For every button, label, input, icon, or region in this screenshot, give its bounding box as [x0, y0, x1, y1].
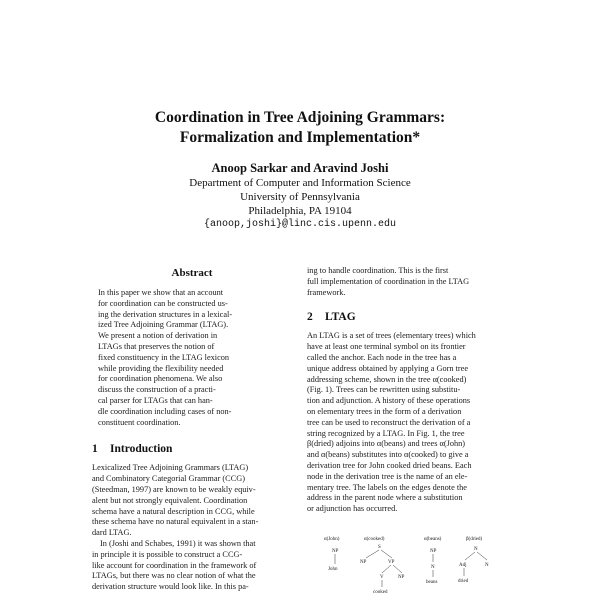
tree-edge	[477, 552, 487, 560]
continuation-line: full implementation of coordination in the LTAG	[307, 276, 470, 286]
intro-line: alent but not strongly equivalent. Coordination	[92, 495, 248, 505]
node-v: V	[380, 575, 384, 580]
ltag-line: called the anchor. Each node in the tree has a	[307, 352, 457, 362]
tree-edge	[393, 565, 402, 573]
intro-line: In (Joshi and Schabes, 1991) it was shown that	[100, 538, 256, 548]
ltag-line: An LTAG is a set of trees (elementary trees) which	[307, 331, 476, 341]
intro-line: like account for coordination in the framework of	[92, 560, 257, 570]
ltag-line: node in the derivation tree is the name of an ele-	[307, 471, 468, 481]
ltag-line: derivation tree for John cooked dried beans. Each	[307, 460, 472, 470]
node-n: N	[474, 547, 478, 552]
intro-line: schema have a natural description in CCG, while	[92, 506, 255, 516]
ltag-line: tree can be used to reconstruct the derivation of a	[307, 417, 471, 427]
author-university: University of Pennsylvania	[240, 191, 360, 203]
abstract-line: In this paper we show that an account	[98, 288, 224, 297]
abstract-line: dle coordination including cases of non-	[98, 406, 232, 416]
tree-diagram	[320, 532, 510, 598]
right-column	[307, 266, 514, 515]
ltag-line: address in the parent node where a substitution	[307, 493, 463, 503]
node-n-foot: N	[485, 563, 489, 568]
author-department: Department of Computer and Information Science	[189, 177, 411, 189]
paper-title	[90, 108, 510, 148]
author-names: Anoop Sarkar and Aravind Joshi	[211, 161, 389, 175]
ltag-line: addressing scheme, shown in the tree α(cooked)	[307, 374, 467, 384]
title-line-1: Coordination in Tree Adjoining Grammars:	[154, 109, 446, 126]
tree-edge	[382, 565, 391, 573]
abstract-line: for coordination can be constructed us-	[98, 298, 228, 308]
ltag-line: string recognized by a LTAG. In Fig. 1, the tree	[307, 428, 465, 438]
introduction-heading	[92, 442, 292, 457]
ltag-line: β(dried) adjoins into α(beans) and trees α(John)	[307, 439, 466, 449]
intro-line: these schema have no natural equivalent in a stan-	[92, 517, 259, 527]
ltag-line: and α(beans) substitutes into α(cooked) to give a	[307, 450, 469, 460]
tree-label-dried: β(dried)	[466, 537, 483, 542]
tree-edge	[381, 550, 392, 558]
ltag-line: or adjunction has occurred.	[307, 504, 398, 514]
intro-line: LTAGs, but there was no clear notion of what the	[92, 571, 256, 581]
abstract-line: fixed constituency in the LTAG lexicon	[98, 352, 230, 362]
ltag-line: have at least one terminal symbol on its frontier	[307, 342, 466, 352]
abstract-line: discuss the construction of a practi-	[98, 385, 216, 395]
section-title: Introduction	[110, 443, 173, 456]
ltag-line: tion and adjunction. A history of these operations	[307, 396, 471, 406]
leaf-john: John	[328, 567, 338, 572]
abstract-line: LTAGs that preserves the notion of	[98, 341, 215, 351]
introduction-body	[92, 463, 292, 593]
tree-label-beans: α(beans)	[424, 537, 442, 542]
author-email: {anoop,joshi}@linc.cis.upenn.edu	[203, 219, 397, 230]
section-number: 2	[307, 311, 313, 324]
node-np: NP	[430, 549, 437, 554]
intro-line: dard LTAG.	[92, 528, 132, 538]
tree-label-john: α(John)	[324, 537, 340, 542]
node-adj: Adj	[459, 563, 467, 568]
ltag-body	[307, 331, 514, 515]
intro-line: (Steedman, 1997) are known to be weakly equiv-	[92, 484, 256, 494]
abstract-line: ing the derivation structures in a lexical-	[98, 309, 233, 319]
abstract-line: while providing the flexibility needed	[98, 363, 224, 373]
section-title: LTAG	[325, 311, 356, 324]
node-np: NP	[332, 549, 339, 554]
tree-edge	[465, 552, 475, 560]
abstract-line: for coordination phenomena. We also	[98, 374, 223, 384]
author-city: Philadelphia, PA 19104	[248, 205, 352, 217]
intro-line: derivation structure would look like. In this pa-	[92, 582, 249, 592]
node-vp: VP	[388, 560, 395, 565]
node-np: NP	[360, 560, 367, 565]
abstract-heading: Abstract	[171, 267, 213, 279]
intro-line: Lexicalized Tree Adjoining Grammars (LTAG)	[92, 463, 249, 473]
author-block	[90, 160, 510, 232]
ltag-line: mentary tree. The labels on the edges denote the	[307, 482, 467, 492]
ltag-line: (Fig. 1). Trees can be rewritten using substitu-	[307, 385, 461, 395]
section-number: 1	[92, 443, 98, 456]
ltag-line: unique address obtained by applying a Gorn tree	[307, 363, 469, 373]
abstract-line: ized Tree Adjoining Grammar (LTAG).	[98, 320, 229, 330]
tree-edge	[366, 550, 379, 558]
continuation-line: framework.	[307, 287, 346, 297]
intro-line: and Combinatory Categorial Grammar (CCG)	[92, 474, 245, 484]
continuation-body	[307, 266, 514, 298]
leaf-dried: dried	[458, 579, 469, 584]
leaf-cooked: cooked	[373, 590, 388, 595]
ltag-heading	[307, 310, 514, 325]
ltag-line: on elementary trees in the form of a derivation	[307, 406, 462, 416]
abstract-line: cal parser for LTAGs that can han-	[98, 395, 213, 405]
left-column	[92, 266, 292, 593]
intro-line: in principle it is possible to construct a CCG-	[92, 549, 243, 559]
abstract-line: We present a notion of derivation in	[98, 331, 218, 341]
node-n: N	[431, 565, 435, 570]
title-line-2: Formalization and Implementation*	[179, 129, 421, 146]
tree-label-cooked: α(cooked)	[364, 537, 385, 542]
node-np: NP	[398, 575, 405, 580]
abstract-line: constituent coordination.	[98, 417, 181, 427]
leaf-beans: beans	[426, 580, 438, 585]
node-s: S	[378, 545, 381, 550]
elementary-trees-figure	[320, 532, 510, 598]
abstract-body	[92, 288, 292, 428]
continuation-line: ing to handle coordination. This is the first	[307, 266, 449, 275]
